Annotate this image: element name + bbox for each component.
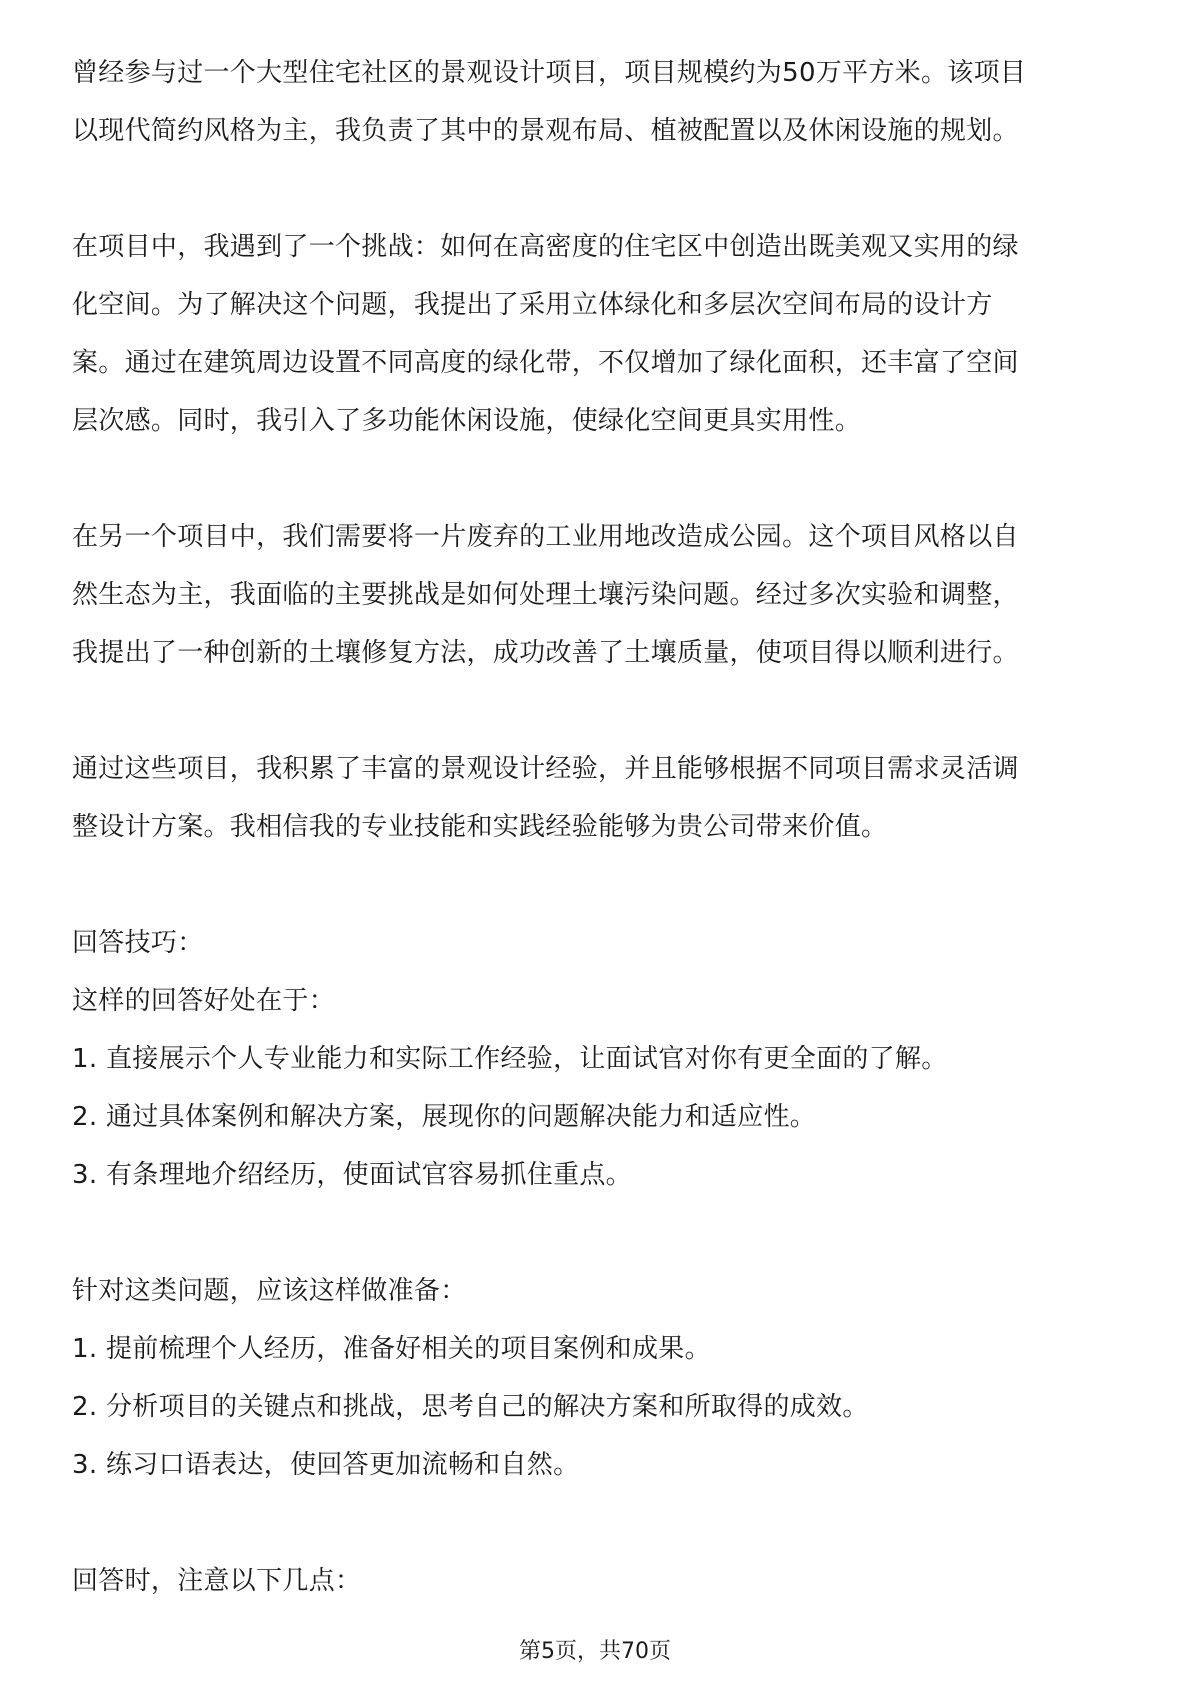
- text-line: 然生态为主，我面临的主要挑战是如何处理土壤污染问题。经过多次实验和调整，: [72, 580, 1019, 610]
- text-line: 曾经参与过一个大型住宅社区的景观设计项目，项目规模约为50万平方米。该项目: [72, 58, 1027, 88]
- section-preparation: [72, 1262, 1118, 1494]
- paragraph-spacer: [72, 450, 1118, 508]
- text-line: 以现代简约风格为主，我负责了其中的景观布局、植被配置以及休闲设施的规划。: [72, 116, 1019, 146]
- list-item: 2. 通过具体案例和解决方案，展现你的问题解决能力和适应性。: [72, 1102, 817, 1132]
- list-item: 1. 提前梳理个人经历，准备好相关的项目案例和成果。: [72, 1334, 711, 1364]
- section-heading: 回答技巧：: [72, 928, 204, 958]
- list-item: 3. 有条理地介绍经历，使面试官容易抓住重点。: [72, 1160, 632, 1190]
- section-heading: 针对这类问题，应该这样做准备：: [72, 1276, 467, 1306]
- text-line: 这样的回答好处在于：: [72, 986, 336, 1016]
- text-line: 层次感。同时，我引入了多功能休闲设施，使绿化空间更具实用性。: [72, 406, 862, 436]
- text-line: 案。通过在建筑周边设置不同高度的绿化带，不仅增加了绿化面积，还丰富了空间: [72, 348, 1019, 378]
- paragraph-spacer: [72, 1204, 1118, 1262]
- section-heading: 回答时，注意以下几点：: [72, 1566, 362, 1596]
- list-item: 2. 分析项目的关键点和挑战，思考自己的解决方案和所取得的成效。: [72, 1392, 869, 1422]
- paragraph-spacer: [72, 856, 1118, 914]
- paragraph-summary: [72, 740, 1118, 856]
- text-line: 通过这些项目，我积累了丰富的景观设计经验，并且能够根据不同项目需求灵活调: [72, 754, 1019, 784]
- section-answer-tips: [72, 914, 1118, 1204]
- paragraph-project-1: [72, 44, 1118, 160]
- text-line: 化空间。为了解决这个问题，我提出了采用立体绿化和多层次空间布局的设计方: [72, 290, 993, 320]
- paragraph-spacer: [72, 682, 1118, 740]
- section-notes: [72, 1552, 1118, 1610]
- text-line: 整设计方案。我相信我的专业技能和实践经验能够为贵公司带来价值。: [72, 812, 888, 842]
- paragraph-challenge: [72, 218, 1118, 450]
- text-line: 在另一个项目中，我们需要将一片废弃的工业用地改造成公园。这个项目风格以自: [72, 522, 1019, 552]
- paragraph-spacer: [72, 160, 1118, 218]
- paragraph-spacer: [72, 1494, 1118, 1552]
- text-line: 在项目中，我遇到了一个挑战：如何在高密度的住宅区中创造出既美观又实用的绿: [72, 232, 1019, 262]
- list-item: 3. 练习口语表达，使回答更加流畅和自然。: [72, 1450, 580, 1480]
- list-item: 1. 直接展示个人专业能力和实际工作经验，让面试官对你有更全面的了解。: [72, 1044, 948, 1074]
- text-line: 我提出了一种创新的土壤修复方法，成功改善了土壤质量，使项目得以顺利进行。: [72, 638, 1019, 668]
- paragraph-project-2: [72, 508, 1118, 682]
- document-body: [72, 44, 1118, 1610]
- page-number: 第5页，共70页: [519, 1639, 671, 1664]
